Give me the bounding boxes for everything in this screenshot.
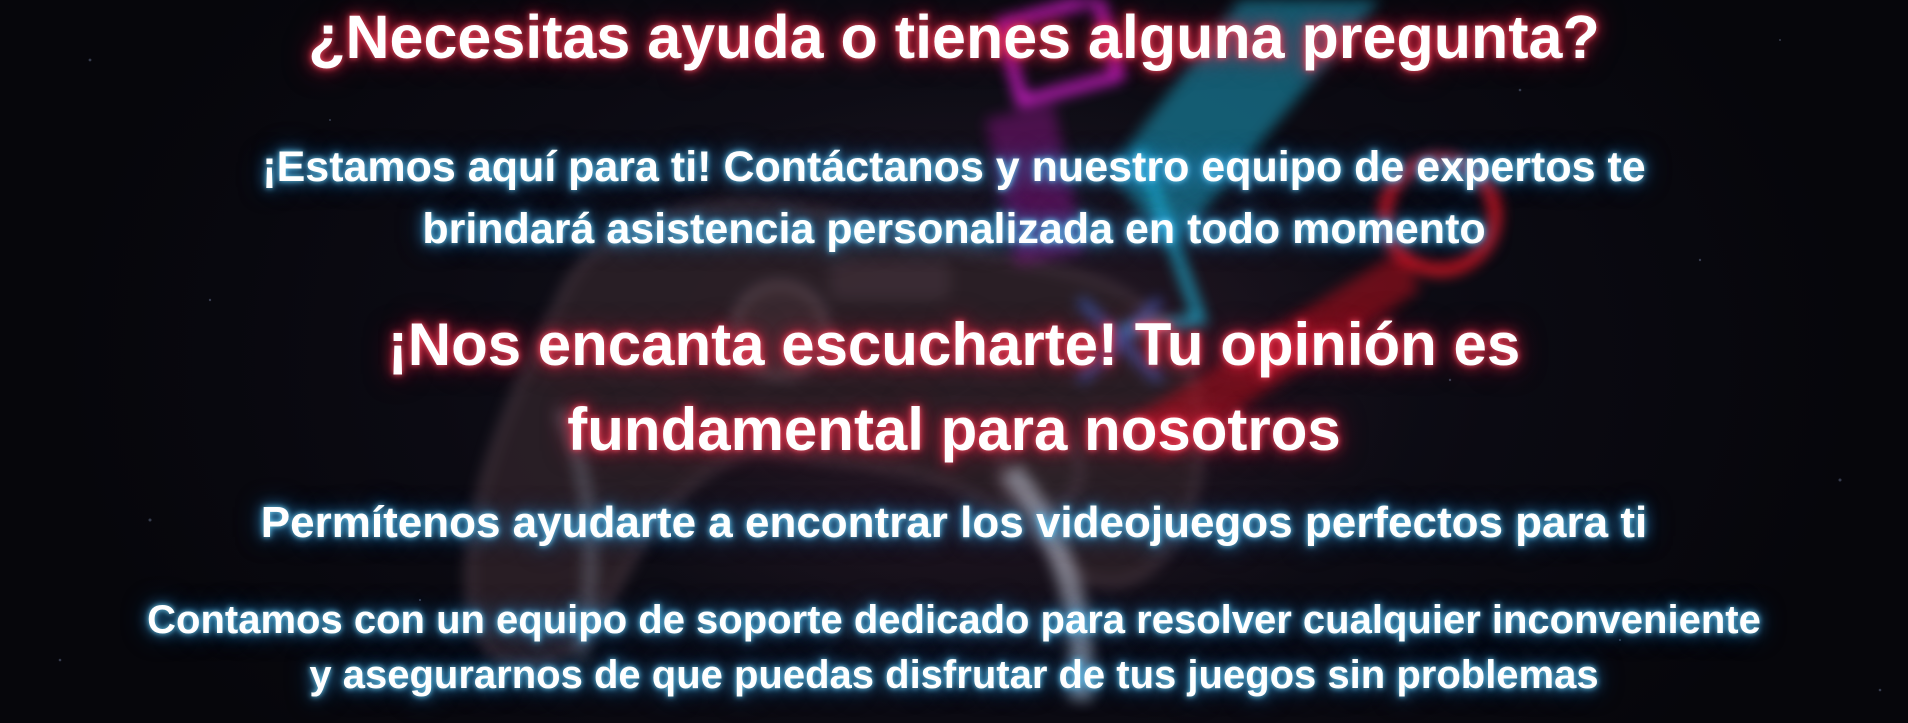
support-text-line-1: Contamos con un equipo de soporte dedicado para resolver cualquier inconveniente	[147, 598, 1761, 642]
intro-text-line-2: brindará asistencia personalizada en todo momento	[422, 205, 1486, 253]
page-title: ¿Necesitas ayuda o tienes alguna pregunta?	[308, 3, 1600, 71]
intro-text	[0, 136, 1908, 260]
section-heading-line-2: fundamental para nosotros	[567, 396, 1341, 463]
help-text: Permítenos ayudarte a encontrar los videojuegos perfectos para ti	[260, 498, 1648, 547]
support-text	[0, 593, 1908, 703]
intro-text-line-1: ¡Estamos aquí para ti! Contáctanos y nuestro equipo de expertos te	[262, 143, 1646, 191]
section-heading	[0, 302, 1908, 472]
support-text-line-2: y asegurarnos de que puedas disfrutar de tus juegos sin problemas	[309, 653, 1599, 697]
section-heading-line-1: ¡Nos encanta escucharte! Tu opinión es	[387, 311, 1521, 378]
